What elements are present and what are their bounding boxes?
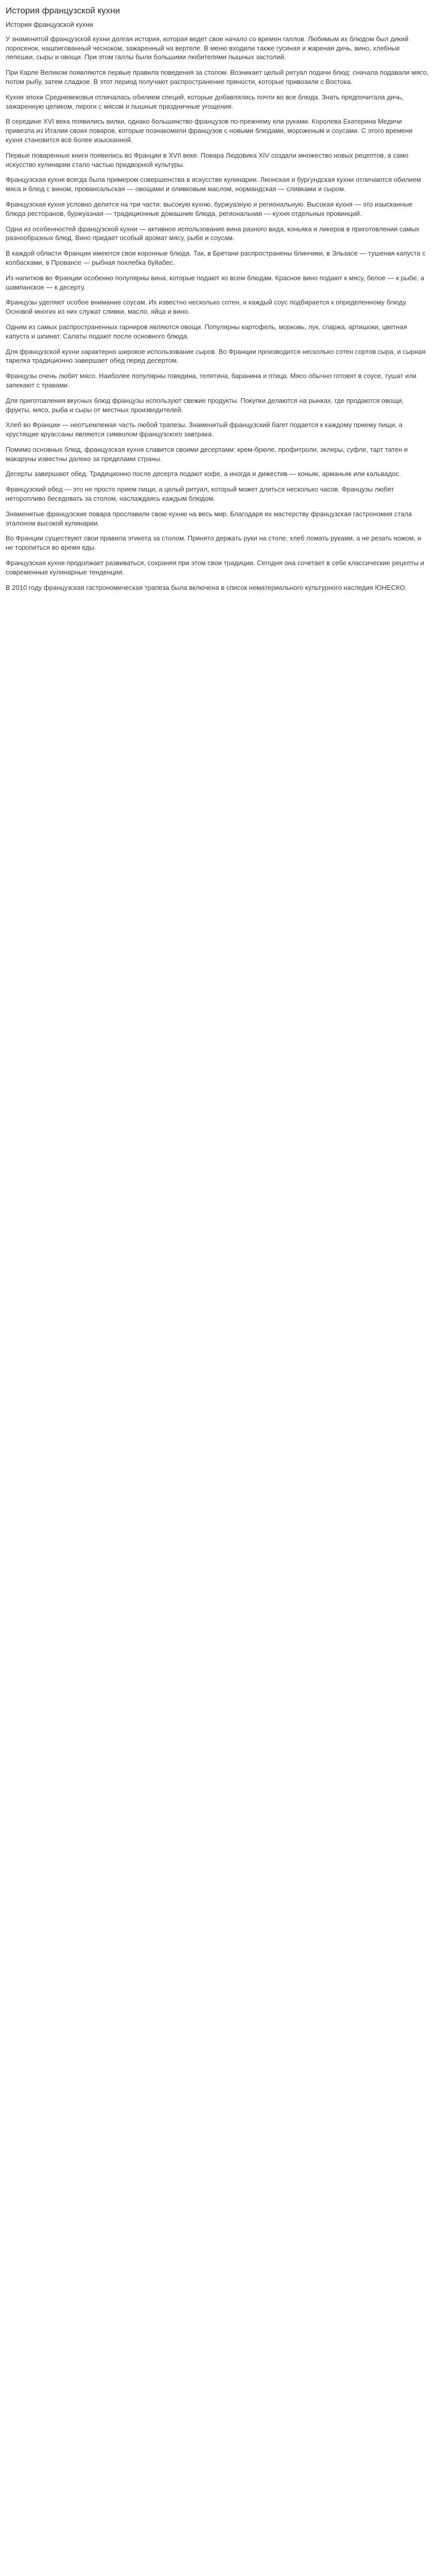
article-paragraph: В каждой области Франции имеются свои коронные блюда. Так, в Бретани распространены блинчики, в Эльзасе — тушеная капуста с колбасками, в Провансе — рыбная похлебка буйабес. xyxy=(6,249,426,266)
article-body xyxy=(6,35,430,592)
article-paragraph: Первые поваренные книги появились во Франции в XVII веке. Повара Людовика XIV создали множество новых рецептов, а само искусство кулинарии стало частью придворной культуры. xyxy=(6,151,409,168)
article-paragraph: У знаменитой французской кухни долгая история, которая ведет свое начало со времен галлов. Любимым их блюдом был дикий поросенок, нашпигованный чесноком, зажаренный на вертеле. В меню входили также гусиная и жареная дичь, вино, хлебные лепешки, сыры и овощи. При этом галлы были большими любителями пышных застолий. xyxy=(6,35,409,61)
article-paragraph: Французы очень любят мясо. Наиболее популярны говядина, телятина, баранина и птица. Мясо обычно готовят в соусе, тушат или запекают с травами. xyxy=(6,372,417,389)
article-paragraph: Французский обед — это не просто прием пищи, а целый ритуал, который может длиться несколько часов. Французы любят неторопливо беседовать за столом, наслаждаясь каждым блюдом. xyxy=(6,485,394,503)
article-paragraph: Помимо основных блюд, французская кухня славится своими десертами: крем-брюле, профитроли, эклеры, суфле, тарт татен и макаруны известны далеко за пределами страны. xyxy=(6,445,408,463)
article-paragraph: Для французской кухни характерно широкое использование сыров. Во Франции производится несколько сотен сортов сыра, и сырная тарелка традиционно завершает обед перед десертом. xyxy=(6,347,426,365)
article-paragraph: Из напитков во Франции особенно популярны вина, которые подают ко всем блюдам. Красное вино подают к мясу, белое — к рыбе, а шампанское — к десерту. xyxy=(6,274,425,291)
article-paragraph: Знаменитые французские повара прославили свою кухню на весь мир. Благодаря их мастерству французская гастрономия стала эталоном высокой кулинарии. xyxy=(6,510,412,527)
article-paragraph: Десерты завершают обед. Традиционно после десерта подают кофе, а иногда и дижестив — коньяк, арманьяк или кальвадос. xyxy=(6,470,401,478)
article-paragraph: В 2010 году французская гастрономическая трапеза была включена в список нематериального культурного наследия ЮНЕСКО. xyxy=(6,583,407,591)
article-paragraph: Одним из самых распространенных гарниров являются овощи. Популярны картофель, морковь, лук, спаржа, артишоки, цветная капуста и шпинат. Салаты подают после основного блюда. xyxy=(6,323,407,340)
article-paragraph: Французская кухня продолжает развиваться, сохраняя при этом свои традиции. Сегодня она сочетает в себе классические рецепты и современные кулинарные тенденции. xyxy=(6,559,424,576)
article xyxy=(6,5,430,592)
article-paragraph: Во Франции существуют свои правила этикета за столом. Принято держать руки на столе, хлеб ломать руками, а не резать ножом, и не торопиться во время еды. xyxy=(6,534,422,552)
article-paragraph: Кухня эпохи Средневековья отличалась обилием специй, которые добавлялись почти во все блюда. Знать предпочитала дичь, зажаренную целиком, пироги с мясом и пышные праздничные угощения. xyxy=(6,93,404,110)
article-paragraph: При Карле Великом появляются первые правила поведения за столом. Возникает целый ритуал подачи блюд: сначала подавали мясо, потом рыбу, затем сладкое. В этот период получают распространение пряности, которые привозили с Востока. xyxy=(6,69,429,86)
article-paragraph: Для приготовления вкусных блюд французы используют свежие продукты. Покупки делаются на рынках, где продаются овощи, фрукты, мясо, рыба и сыры от местных производителей. xyxy=(6,396,404,414)
article-subtitle: История французской кухни xyxy=(6,21,93,28)
article-paragraph: Французы уделяют особое внимание соусам. Их известно несколько сотен, и каждый соус подбирается к определенному блюду. Основой многих из них служат сливки, масло, яйца и вино. xyxy=(6,298,408,316)
article-paragraph: Французская кухня условно делится на три части: высокую кухню, буржуазную и региональную. Высокая кухня — это изысканные блюда ресторанов, буржуазная — традиционные домашние блюда, региональная — кухня отдельных провинций. xyxy=(6,200,413,217)
page-title: История французской кухни xyxy=(6,6,120,15)
article-paragraph: Хлеб во Франции — неотъемлемая часть любой трапезы. Знаменитый французский багет подается к каждому приему пищи, а хрустящие круассаны являются символом французского завтрака. xyxy=(6,421,403,438)
article-paragraph: Французская кухня всегда была примером совершенства в искусстве кулинарии. Лионская и бургундская кухни отличаются обилием мяса и блюд с вином, провансальская — овощами и оливковым маслом, нормандская — сливками и сыром. xyxy=(6,176,421,193)
article-paragraph: Одна из особенностей французской кухни — активное использование вина разного вида, коньяка и ликеров в приготовлении самых разнообразных блюд. Вино придает особый аромат мясу, рыбе и соусам. xyxy=(6,225,420,242)
article-paragraph: В середине XVI века появились вилки, однако большинство французов по-прежнему ели руками. Королева Екатерина Медичи привезла из Италии своих поваров, которые познакомили французов с новыми блюдами, мороженым и соусами. С этого времени кухня становится всё более изысканной. xyxy=(6,117,413,144)
